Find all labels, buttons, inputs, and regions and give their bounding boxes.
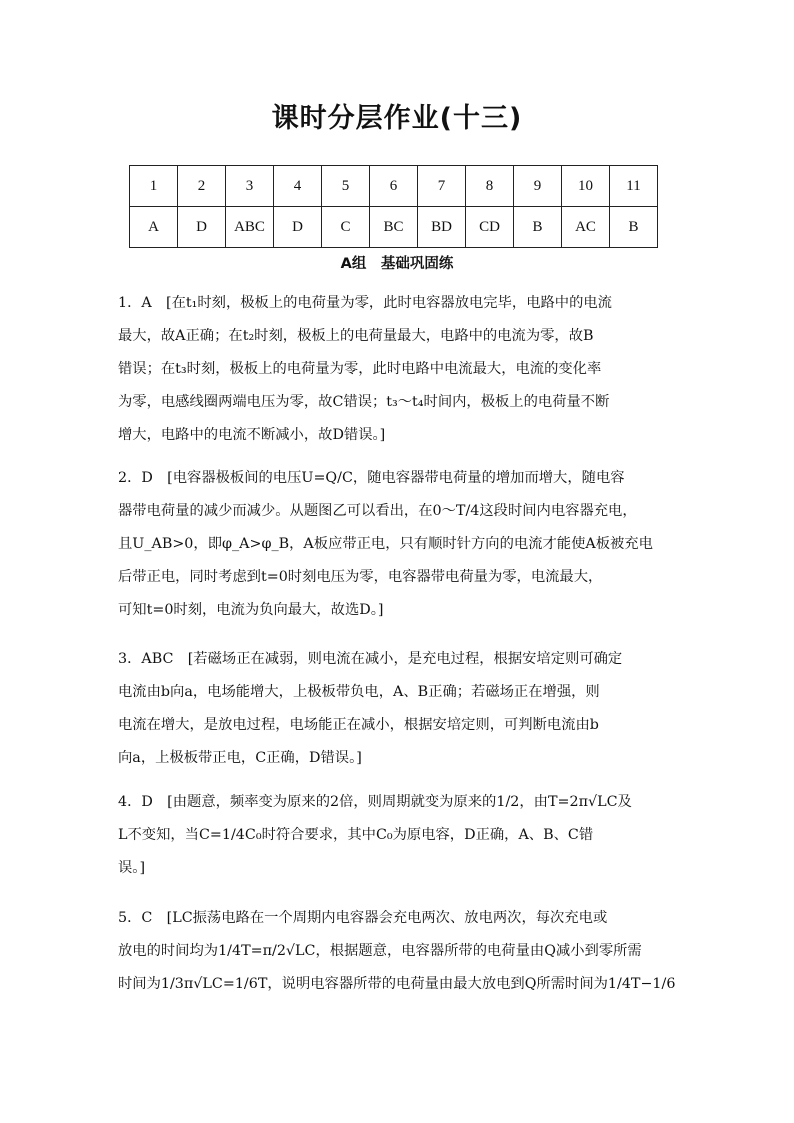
answer-table-answer-row xyxy=(130,207,658,248)
question-number: 4 xyxy=(274,166,322,207)
explanation-line: L不变知，当C=1/4C₀时符合要求，其中C₀为原电容，D正确，A、B、C错 xyxy=(118,827,594,843)
question-number: 1 xyxy=(130,166,178,207)
answer-cell: CD xyxy=(466,207,514,248)
explanation-line: 后带正电，同时考虑到t=0时刻电压为零，电容器带电荷量为零，电流最大， xyxy=(118,569,603,585)
answer-cell: D xyxy=(274,207,322,248)
question-number: 11 xyxy=(610,166,658,207)
explanation-line: 2．D [电容器极板间的电压U=Q/C，随电容器带电荷量的增加而增大，随电容 xyxy=(118,470,625,486)
answer-cell: B xyxy=(610,207,658,248)
explanation-line: 时间为1/3π√LC=1/6T，说明电容器所带的电荷量由最大放电到Q所需时间为1/4T−1/6 xyxy=(118,976,676,992)
group-heading: A组 基础巩固练 xyxy=(340,256,454,272)
explanation-line: 且U_AB>0，即φ_A>φ_B，A板应带正电，只有顺时针方向的电流才能使A板被充电 xyxy=(118,536,653,552)
answer-cell: BC xyxy=(370,207,418,248)
answer-cell: C xyxy=(322,207,370,248)
answer-cell: D xyxy=(178,207,226,248)
answer-explanation-1 xyxy=(118,287,678,452)
explanation-line: 1．A [在t₁时刻，极板上的电荷量为零，此时电容器放电完毕，电路中的电流 xyxy=(118,295,612,311)
answer-explanation-5 xyxy=(118,902,678,1001)
question-number: 10 xyxy=(562,166,610,207)
explanation-line: 误。] xyxy=(118,860,146,876)
page-title: 课时分层作业(十三) xyxy=(271,103,523,134)
explanation-line: 为零，电感线圈两端电压为零，故C错误；t₃～t₄时间内，极板上的电荷量不断 xyxy=(118,394,610,410)
explanation-line: 增大，电路中的电流不断减小，故D错误。] xyxy=(118,427,386,443)
explanation-line: 3．ABC [若磁场正在减弱，则电流在减小，是充电过程，根据安培定则可确定 xyxy=(118,651,623,667)
question-number: 2 xyxy=(178,166,226,207)
explanation-line: 错误；在t₃时刻，极板上的电荷量为零，此时电路中电流最大，电流的变化率 xyxy=(118,361,602,377)
explanation-line: 电流由b向a，电场能增大，上极板带负电，A、B正确；若磁场正在增强，则 xyxy=(118,684,600,700)
question-number: 8 xyxy=(466,166,514,207)
answer-explanation-3 xyxy=(118,643,678,775)
question-number: 3 xyxy=(226,166,274,207)
explanation-line: 器带电荷量的减少而减少。从题图乙可以看出，在0～T/4这段时间内电容器充电， xyxy=(118,503,637,519)
explanation-line: 电流在增大，是放电过程，电场能正在减小，根据安培定则，可判断电流由b xyxy=(118,717,599,733)
answer-cell: BD xyxy=(418,207,466,248)
explanation-line: 5．C [LC振荡电路在一个周期内电容器会充电两次、放电两次，每次充电或 xyxy=(118,910,608,926)
answer-explanation-4 xyxy=(118,786,678,885)
answer-table xyxy=(129,165,658,248)
answer-explanation-2 xyxy=(118,462,678,627)
answer-cell: A xyxy=(130,207,178,248)
answer-table-number-row xyxy=(130,166,658,207)
question-number: 9 xyxy=(514,166,562,207)
explanation-line: 向a，上极板带正电，C正确，D错误。] xyxy=(118,750,362,766)
question-number: 6 xyxy=(370,166,418,207)
explanation-line: 最大，故A正确；在t₂时刻，极板上的电荷量最大，电路中的电流为零，故B xyxy=(118,328,594,344)
answer-cell: ABC xyxy=(226,207,274,248)
explanation-line: 放电的时间均为1/4T=π/2√LC，根据题意，电容器所带的电荷量由Q减小到零所需 xyxy=(118,943,642,959)
explanation-line: 4．D [由题意，频率变为原来的2倍，则周期就变为原来的1/2，由T=2π√LC及 xyxy=(118,794,632,810)
question-number: 5 xyxy=(322,166,370,207)
explanation-line: 可知t=0时刻，电流为负向最大，故选D。] xyxy=(118,602,384,618)
answer-cell: B xyxy=(514,207,562,248)
question-number: 7 xyxy=(418,166,466,207)
answer-cell: AC xyxy=(562,207,610,248)
